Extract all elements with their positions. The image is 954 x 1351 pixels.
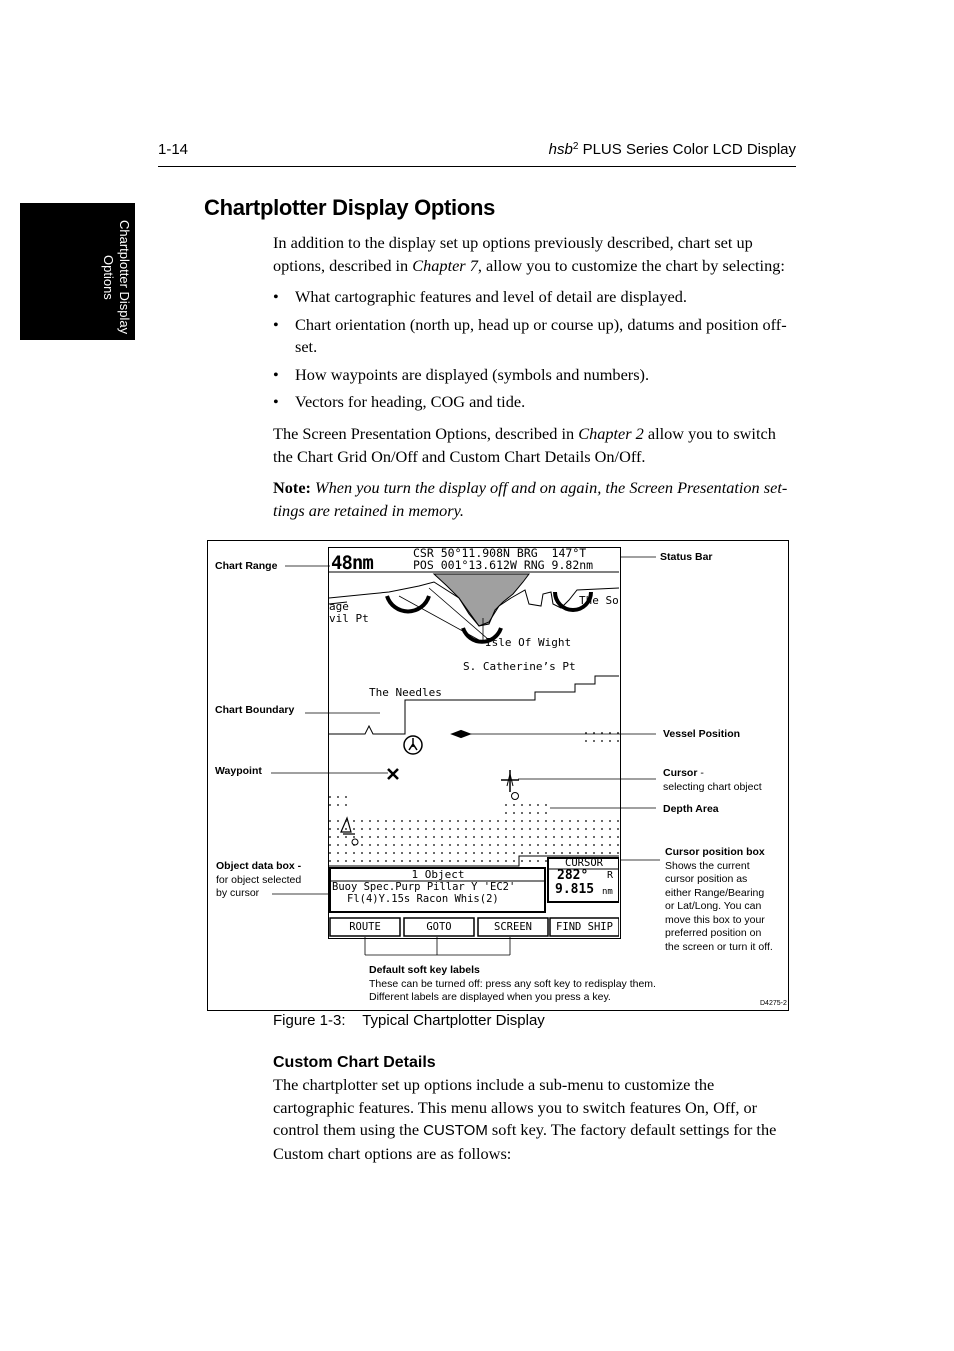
callout-status-bar: Status Bar	[660, 551, 713, 563]
place-label: age	[329, 600, 349, 613]
object-box-header: 1 Object	[411, 868, 465, 881]
bullet-item: • Chart orientation (north up, head up or course up), datums and position off-set.	[273, 314, 787, 356]
bullet-item: • Vectors for heading, COG and tide.	[273, 392, 526, 411]
callout-chart-range: Chart Range	[215, 560, 278, 572]
softkey-find-ship[interactable]: FIND SHIP	[556, 921, 613, 933]
product-name-rest: PLUS Series Color LCD Display	[578, 141, 796, 158]
custom-softkey-name: CUSTOM	[423, 1122, 488, 1139]
object-box-line: Buoy Spec.Purp Pillar Y 'EC2'	[332, 881, 516, 893]
callout-softkey-labels: Default soft key labels These can be turned off: press any soft key to redisplay them. Different labels are displayed when you press a key.	[369, 964, 656, 1003]
cursor-bearing-value: 282°	[557, 868, 589, 883]
para2-text-a: The Screen Presentation Options, described in	[273, 424, 579, 443]
place-label: vil Pt	[329, 612, 369, 625]
intro-chapter-ref: Chapter 7	[412, 255, 478, 275]
custom-details-paragraph: The chartplotter set up options include a sub-menu to customize the cartographic features. This menu allows you to switch features On, Off, or control them using the CUSTOM soft key. The factory default settings for the Custom chart options are as follows:	[273, 1075, 777, 1163]
cursor-range-value: 9.815	[555, 882, 595, 897]
cursor-box-header: CURSOR	[565, 857, 603, 869]
product-name-italic: hsb	[548, 141, 573, 158]
place-label: The So	[579, 594, 619, 607]
softkey-route[interactable]: ROUTE	[349, 921, 381, 933]
callout-waypoint: Waypoint	[215, 765, 262, 777]
side-tab-label: Chartplotter Display Options	[101, 220, 132, 335]
figure-caption: Figure 1-3: Typical Chartplotter Display	[273, 1012, 545, 1029]
product-name-sup: 2	[572, 141, 579, 152]
callout-cursor-box: Cursor position box Shows the current cursor position as either Range/Bearing or Lat/Long. You can move this box to your preferred position on the screen or turn it off.	[665, 846, 773, 953]
intro-text-b: , allow you to customize the chart by selecting:	[477, 255, 785, 275]
section-title: Chartplotter Display Options	[204, 195, 496, 220]
callout-vessel-position: Vessel Position	[663, 728, 741, 740]
callout-cursor: Cursor - selecting chart object	[663, 767, 762, 793]
place-label: The Needles	[369, 686, 442, 699]
softkey-goto[interactable]: GOTO	[426, 921, 452, 933]
cursor-bearing-unit: R	[607, 870, 614, 881]
object-box-line: Fl(4)Y.15s Racon Whis(2)	[347, 893, 499, 905]
place-label: Isle Of Wight	[485, 636, 572, 649]
subsection-title: Custom Chart Details	[273, 1054, 436, 1071]
status-bar: CSR 50°11.908N BRG 147°T POS 001°13.612W RNG 9.82nm	[413, 546, 594, 572]
callout-depth-area: Depth Area	[663, 803, 719, 815]
softkey-screen[interactable]: SCREEN	[494, 921, 532, 933]
note-label: Note:	[273, 478, 311, 497]
callout-chart-boundary: Chart Boundary	[215, 704, 295, 716]
bullet-item: • What cartographic features and level of detail are displayed.	[273, 287, 687, 306]
bullet-item: • How waypoints are displayed (symbols and numbers).	[273, 364, 650, 384]
page-number: 1-14	[158, 141, 189, 158]
chart-range-readout: 48nm	[331, 552, 373, 574]
cursor-range-unit: nm	[602, 887, 613, 897]
para2-text-b: allow you to switch the Chart Grid On/Off and Custom Chart Details On/Off.	[273, 424, 776, 466]
callout-object-box: Object data box - for object selected by cursor	[216, 860, 302, 899]
place-label: S. Catherine’s Pt	[463, 660, 576, 673]
note-text: When you turn the display off and on again, the Screen Presentation set-tings are retained in memory.	[273, 478, 788, 520]
figure-id: D4275-2	[760, 1000, 787, 1007]
intro-text-a: In addition to the display set up options previously described, chart set up options, described in	[273, 233, 753, 275]
para2-chapter-ref: Chapter 2	[578, 424, 644, 443]
